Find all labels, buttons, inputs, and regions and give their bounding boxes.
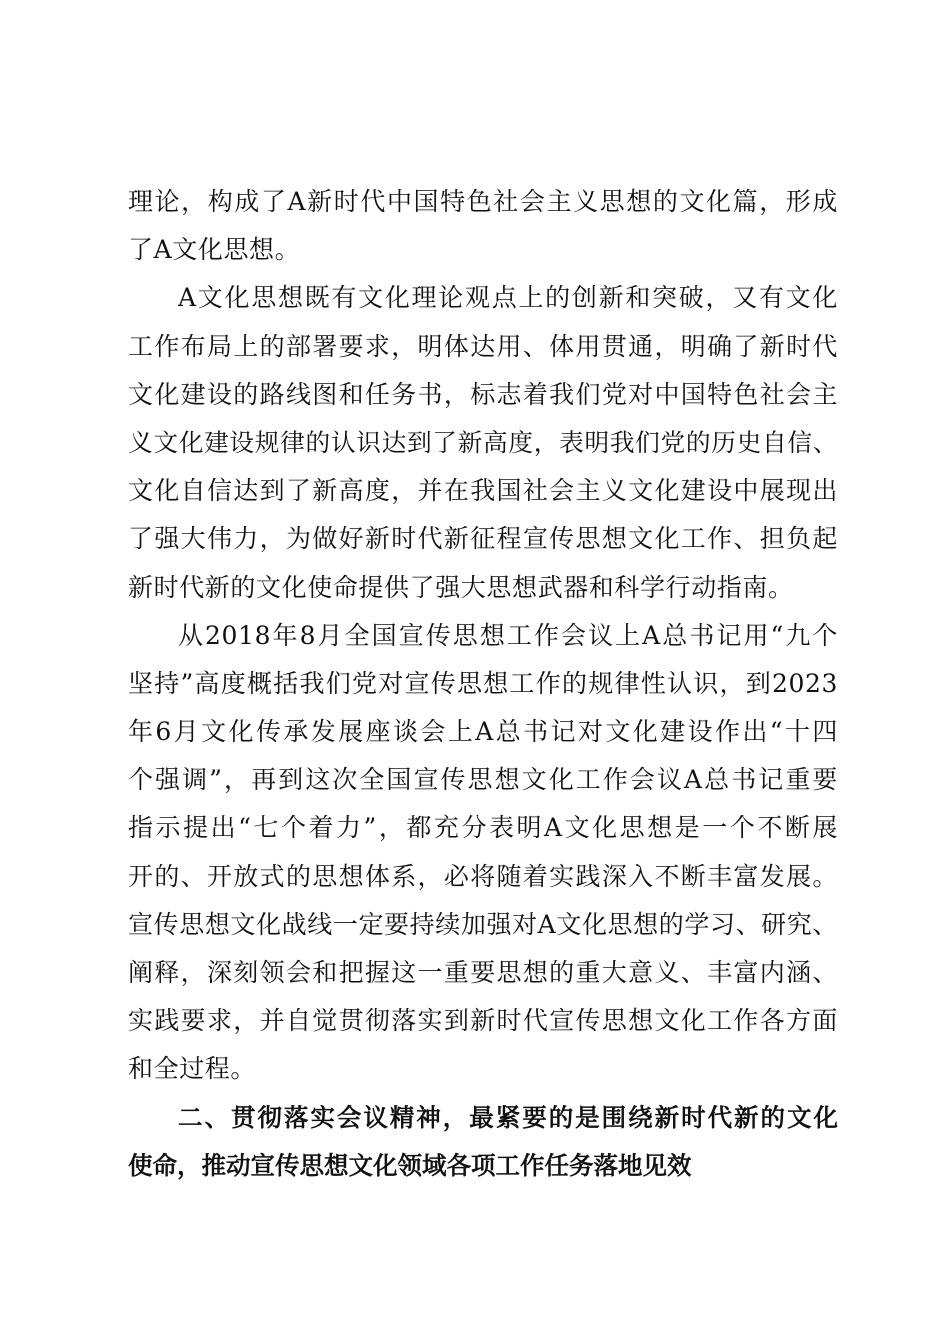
text-line: 指示提出“七个着力”，都充分表明A文化思想是一个不断展 <box>128 813 838 843</box>
text-line: 开的、开放式的思想体系，必将随着实践深入不断丰富发展。 <box>128 861 838 891</box>
text-line: 坚持”高度概括我们党对宣传思想工作的规律性认识，到2023 <box>128 668 838 698</box>
document-body <box>128 180 838 1192</box>
heading-line: 使命，推动宣传思想文化领域各项工作任务落地见效 <box>128 1150 692 1180</box>
text-line: 文化建设的路线图和任务书，标志着我们党对中国特色社会主 <box>128 379 838 409</box>
text-line: 年6月文化传承发展座谈会上A总书记对文化建设作出“十四 <box>128 717 838 747</box>
text-line: 工作布局上的部署要求，明体达用、体用贯通，明确了新时代 <box>128 331 838 361</box>
text-line: 义文化建设规律的认识达到了新高度，表明我们党的历史自信、 <box>128 427 838 457</box>
heading-line: 二、贯彻落实会议精神，最紧要的是围绕新时代新的文化 <box>178 1102 838 1132</box>
paragraph-culture-thought <box>128 276 838 613</box>
text-line: 了A文化思想。 <box>128 235 301 265</box>
text-line: 了强大伟力，为做好新时代新征程宣传思想文化工作、担负起 <box>128 524 838 554</box>
text-line: 阐释，深刻领会和把握这一重要思想的重大意义、丰富内涵、 <box>128 958 838 987</box>
paragraph-continued <box>128 180 838 276</box>
paragraph-history <box>128 614 838 1096</box>
text-line: 从2018年8月全国宣传思想工作会议上A总书记用“九个 <box>178 620 838 650</box>
text-line: 宣传思想文化战线一定要持续加强对A文化思想的学习、研究、 <box>128 909 838 939</box>
text-line: 和全过程。 <box>128 1054 257 1084</box>
text-line: 新时代新的文化使命提供了强大思想武器和科学行动指南。 <box>128 572 794 602</box>
text-line: 个强调”，再到这次全国宣传思想文化工作会议A总书记重要 <box>128 765 838 795</box>
text-line: 理论，构成了A新时代中国特色社会主义思想的文化篇，形成 <box>128 187 838 216</box>
text-line: 文化自信达到了新高度，并在我国社会主义文化建设中展现出 <box>128 476 838 506</box>
text-line: A文化思想既有文化理论观点上的创新和突破，又有文化 <box>178 283 838 313</box>
section-heading-2 <box>128 1096 838 1192</box>
text-line: 实践要求，并自觉贯彻落实到新时代宣传思想文化工作各方面 <box>128 1006 838 1036</box>
